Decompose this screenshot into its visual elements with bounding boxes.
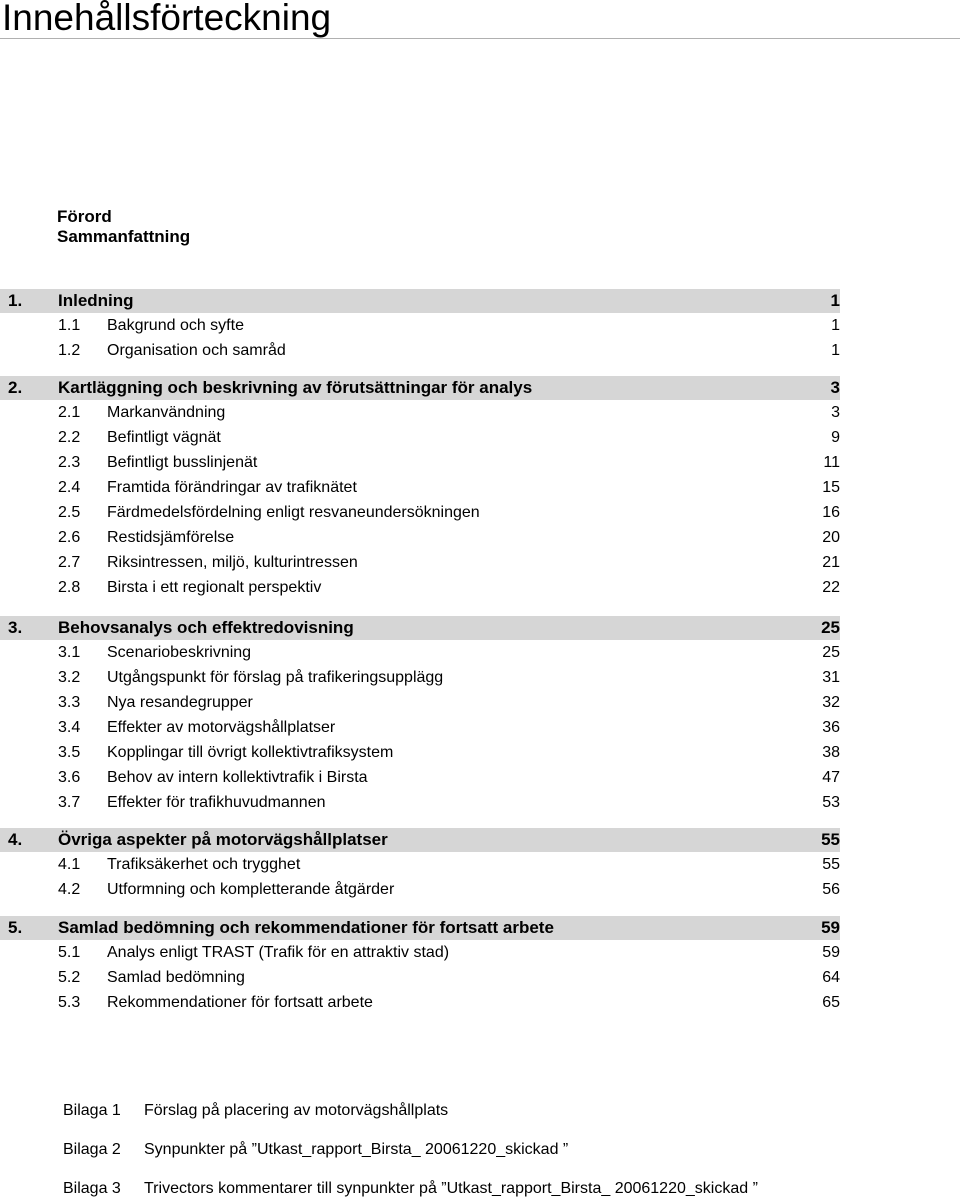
section-page-number: 1 — [831, 317, 840, 334]
section-page-number: 59 — [822, 944, 840, 961]
toc-chapter-row[interactable] — [0, 828, 840, 852]
section-number: 5.2 — [58, 969, 81, 986]
section-title: Framtida förändringar av trafiknätet — [107, 479, 357, 496]
section-number: 1.2 — [58, 342, 81, 359]
section-page-number: 9 — [831, 429, 840, 446]
section-number: 3.4 — [58, 719, 81, 736]
toc-section-row[interactable] — [0, 401, 840, 425]
toc-section-row[interactable] — [0, 339, 840, 363]
front-matter-foreword: Förord — [57, 207, 112, 226]
section-title: Effekter av motorvägshållplatser — [107, 719, 336, 736]
section-page-number: 25 — [822, 644, 840, 661]
section-title: Effekter för trafikhuvudmannen — [107, 794, 326, 811]
section-title: Behov av intern kollektivtrafik i Birsta — [107, 769, 368, 786]
section-title: Rekommendationer för fortsatt arbete — [107, 994, 373, 1011]
toc-section-row[interactable] — [0, 526, 840, 550]
chapter-number: 5. — [8, 918, 23, 937]
section-page-number: 64 — [822, 969, 840, 986]
appendix-name: Bilaga 2 — [63, 1141, 121, 1158]
section-number: 2.2 — [58, 429, 81, 446]
section-title: Trafiksäkerhet och trygghet — [107, 856, 301, 873]
appendix-row — [0, 1177, 960, 1201]
toc-section-row[interactable] — [0, 941, 840, 965]
section-number: 2.5 — [58, 504, 81, 521]
chapter-title: Inledning — [58, 291, 134, 310]
section-title: Birsta i ett regionalt perspektiv — [107, 579, 322, 596]
section-page-number: 15 — [822, 479, 840, 496]
section-title: Kopplingar till övrigt kollektivtrafiksystem — [107, 744, 394, 761]
chapter-number: 3. — [8, 618, 23, 637]
toc-section-row[interactable] — [0, 641, 840, 665]
chapter-title: Övriga aspekter på motorvägshållplatser — [58, 830, 388, 849]
section-number: 3.5 — [58, 744, 81, 761]
section-title: Riksintressen, miljö, kulturintressen — [107, 554, 358, 571]
section-number: 2.7 — [58, 554, 81, 571]
chapter-page-number: 1 — [830, 291, 840, 310]
toc-section-row[interactable] — [0, 501, 840, 525]
chapter-title: Samlad bedömning och rekommendationer för fortsatt arbete — [58, 918, 554, 937]
section-number: 3.1 — [58, 644, 81, 661]
section-number: 3.6 — [58, 769, 81, 786]
section-page-number: 38 — [822, 744, 840, 761]
toc-section-row[interactable] — [0, 741, 840, 765]
toc-section-row[interactable] — [0, 691, 840, 715]
section-page-number: 16 — [822, 504, 840, 521]
section-number: 3.3 — [58, 694, 81, 711]
section-number: 4.2 — [58, 881, 81, 898]
section-page-number: 56 — [822, 881, 840, 898]
section-title: Nya resandegrupper — [107, 694, 253, 711]
toc-section-row[interactable] — [0, 314, 840, 338]
section-title: Markanvändning — [107, 404, 226, 421]
section-title: Färdmedelsfördelning enligt resvaneundersökningen — [107, 504, 480, 521]
section-number: 2.8 — [58, 579, 81, 596]
section-number: 4.1 — [58, 856, 81, 873]
appendix-row — [0, 1099, 960, 1123]
appendix-description: Trivectors kommentarer till synpunkter på ”Utkast_rapport_Birsta_ 20061220_skickad ” — [144, 1180, 758, 1197]
section-number: 3.2 — [58, 669, 81, 686]
toc-chapter-row[interactable] — [0, 916, 840, 940]
toc-section-row[interactable] — [0, 666, 840, 690]
section-number: 5.3 — [58, 994, 81, 1011]
chapter-number: 1. — [8, 291, 23, 310]
section-page-number: 65 — [822, 994, 840, 1011]
section-page-number: 3 — [831, 404, 840, 421]
section-title: Befintligt busslinjenät — [107, 454, 258, 471]
section-title: Scenariobeskrivning — [107, 644, 252, 661]
page-title: Innehållsförteckning — [2, 0, 332, 38]
toc-section-row[interactable] — [0, 451, 840, 475]
section-title: Organisation och samråd — [107, 342, 286, 359]
toc-section-row[interactable] — [0, 766, 840, 790]
title-divider — [0, 38, 960, 39]
chapter-page-number: 3 — [830, 378, 840, 397]
chapter-title: Behovsanalys och effektredovisning — [58, 618, 354, 637]
chapter-page-number: 55 — [821, 830, 840, 849]
chapter-page-number: 59 — [821, 918, 840, 937]
toc-section-row[interactable] — [0, 716, 840, 740]
section-title: Analys enligt TRAST (Trafik för en attraktiv stad) — [107, 944, 450, 961]
section-title: Befintligt vägnät — [107, 429, 221, 446]
section-page-number: 1 — [831, 342, 840, 359]
section-number: 2.3 — [58, 454, 81, 471]
section-page-number: 11 — [823, 454, 840, 471]
toc-section-row[interactable] — [0, 878, 840, 902]
toc-section-row[interactable] — [0, 853, 840, 877]
section-number: 5.1 — [58, 944, 81, 961]
section-title: Utgångspunkt för förslag på trafikeringsupplägg — [107, 669, 444, 686]
chapter-title: Kartläggning och beskrivning av förutsättningar för analys — [58, 378, 533, 397]
section-page-number: 55 — [822, 856, 840, 873]
section-page-number: 36 — [822, 719, 840, 736]
section-number: 1.1 — [58, 317, 81, 334]
section-number: 2.6 — [58, 529, 81, 546]
toc-section-row[interactable] — [0, 476, 840, 500]
section-page-number: 21 — [822, 554, 840, 571]
section-page-number: 31 — [822, 669, 840, 686]
appendix-row — [0, 1138, 960, 1162]
chapter-number: 2. — [8, 378, 23, 397]
appendix-description: Synpunkter på ”Utkast_rapport_Birsta_ 20061220_skickad ” — [144, 1141, 569, 1158]
toc-section-row[interactable] — [0, 966, 840, 990]
toc-section-row[interactable] — [0, 576, 840, 600]
toc-section-row[interactable] — [0, 551, 840, 575]
toc-chapter-row[interactable] — [0, 289, 840, 313]
section-number: 2.1 — [58, 404, 81, 421]
section-page-number: 20 — [822, 529, 840, 546]
toc-chapter-row[interactable] — [0, 376, 840, 400]
chapter-page-number: 25 — [821, 618, 840, 637]
appendix-description: Förslag på placering av motorvägshållplats — [144, 1102, 449, 1119]
section-page-number: 32 — [822, 694, 840, 711]
section-title: Samlad bedömning — [107, 969, 245, 986]
section-title: Utformning och kompletterande åtgärder — [107, 881, 395, 898]
section-page-number: 22 — [822, 579, 840, 596]
chapter-number: 4. — [8, 830, 23, 849]
toc-section-row[interactable] — [0, 991, 840, 1015]
toc-section-row[interactable] — [0, 426, 840, 450]
section-number: 3.7 — [58, 794, 81, 811]
section-title: Restidsjämförelse — [107, 529, 235, 546]
section-page-number: 47 — [822, 769, 840, 786]
appendix-name: Bilaga 1 — [63, 1102, 121, 1119]
toc-chapter-row[interactable] — [0, 616, 840, 640]
front-matter-summary: Sammanfattning — [57, 227, 191, 246]
section-number: 2.4 — [58, 479, 81, 496]
section-title: Bakgrund och syfte — [107, 317, 244, 334]
toc-section-row[interactable] — [0, 791, 840, 815]
appendix-name: Bilaga 3 — [63, 1180, 121, 1197]
section-page-number: 53 — [822, 794, 840, 811]
